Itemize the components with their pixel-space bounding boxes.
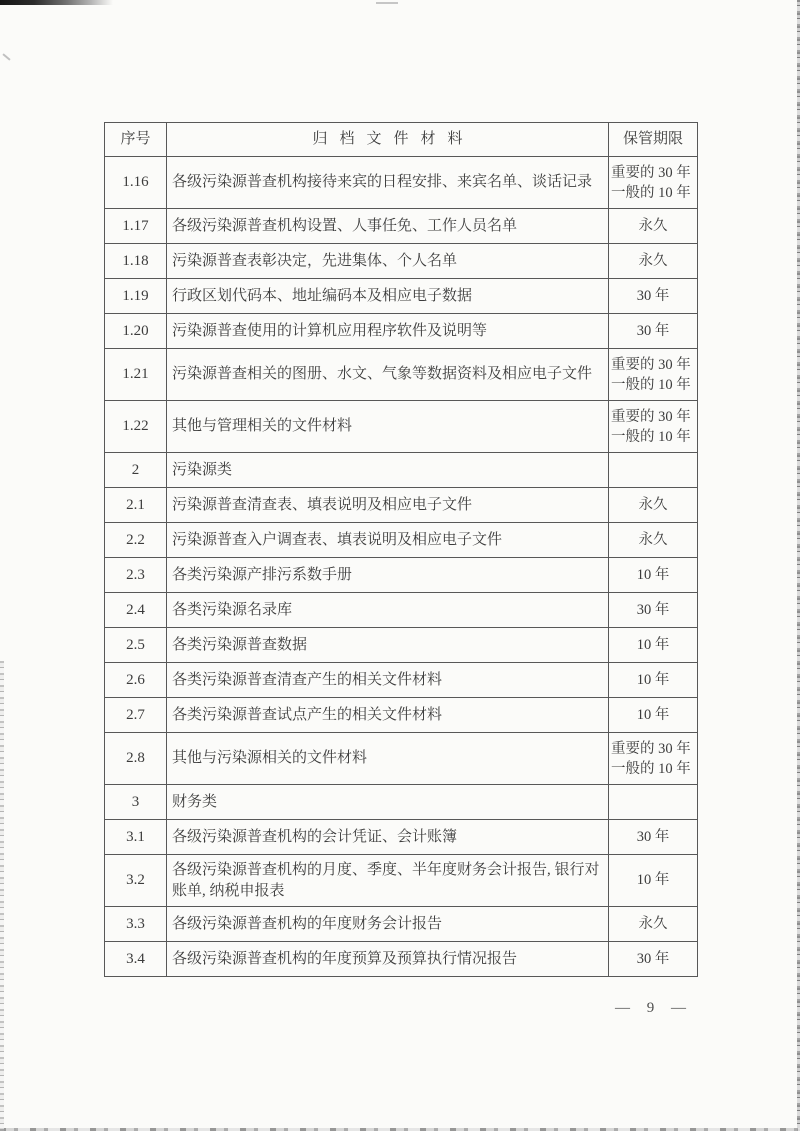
row-material-cell: 各类污染源名录库 [167,593,609,628]
retention-line: 重要的 30 年 [611,408,691,425]
row-serial-number-cell: 1.21 [105,349,167,401]
row-material-cell: 污染源普查相关的图册、水文、气象等数据资料及相应电子文件 [167,349,609,401]
row-retention-cell: 30 年 [609,593,698,628]
row-retention-cell: 永久 [609,244,698,279]
row-retention-cell: 永久 [609,488,698,523]
table-row [105,244,698,279]
row-material-cell: 各级污染源普查机构的年度预算及预算执行情况报告 [167,942,609,977]
row-serial-number-cell: 2 [105,453,167,488]
row-retention-cell: 10 年 [609,558,698,593]
table-row [105,314,698,349]
retention-line: 重要的 30 年 [611,164,691,181]
row-material-cell: 各级污染源普查机构接待来宾的日程安排、来宾名单、谈话记录 [167,157,609,209]
row-material-cell: 各级污染源普查机构的月度、季度、半年度财务会计报告, 银行对账单, 纳税申报表 [167,855,609,907]
scan-speck-top [376,2,398,4]
row-retention-cell [609,401,698,453]
row-retention-cell: 30 年 [609,314,698,349]
retention-line: 一般的 10 年 [611,428,691,445]
table-row [105,401,698,453]
row-retention-cell [609,453,698,488]
row-material-cell: 各类污染源普查清查产生的相关文件材料 [167,663,609,698]
row-serial-number-cell: 2.4 [105,593,167,628]
table-row [105,628,698,663]
row-serial-number-cell: 2.5 [105,628,167,663]
row-serial-number-cell: 3.4 [105,942,167,977]
table-row [105,942,698,977]
column-header-serial-number: 序号 [105,123,167,157]
row-serial-number-cell: 1.17 [105,209,167,244]
row-retention-cell: 永久 [609,523,698,558]
row-serial-number-cell: 2.3 [105,558,167,593]
row-material-cell: 各级污染源普查机构设置、人事任免、工作人员名单 [167,209,609,244]
table-row [105,209,698,244]
table-row [105,488,698,523]
row-serial-number-cell: 1.22 [105,401,167,453]
table-row [105,698,698,733]
row-material-cell: 其他与管理相关的文件材料 [167,401,609,453]
retention-line: 一般的 10 年 [611,760,691,777]
row-material-cell: 各类污染源普查试点产生的相关文件材料 [167,698,609,733]
scan-smudge-top-left [0,0,113,5]
row-retention-cell: 30 年 [609,942,698,977]
row-serial-number-cell: 2.2 [105,523,167,558]
table-row [105,907,698,942]
row-serial-number-cell: 3.3 [105,907,167,942]
row-material-cell: 污染源普查入户调查表、填表说明及相应电子文件 [167,523,609,558]
row-retention-cell: 10 年 [609,663,698,698]
table-row [105,820,698,855]
archive-retention-table [104,122,698,977]
row-material-cell: 污染源类 [167,453,609,488]
row-serial-number-cell: 3.2 [105,855,167,907]
row-retention-cell: 30 年 [609,820,698,855]
row-material-cell: 各类污染源产排污系数手册 [167,558,609,593]
table-row [105,279,698,314]
row-retention-cell [609,785,698,820]
row-retention-cell: 10 年 [609,698,698,733]
scan-noise-left-edge [0,661,4,1131]
row-material-cell: 污染源普查表彰决定，先进集体、个人名单 [167,244,609,279]
row-material-cell: 各级污染源普查机构的会计凭证、会计账簿 [167,820,609,855]
column-header-archived-materials: 归档文件材料 [167,123,609,157]
row-retention-cell: 30 年 [609,279,698,314]
row-retention-cell: 永久 [609,907,698,942]
retention-line: 一般的 10 年 [611,376,691,393]
row-material-cell: 污染源普查使用的计算机应用程序软件及说明等 [167,314,609,349]
row-serial-number-cell: 2.7 [105,698,167,733]
table-section-row [105,785,698,820]
row-serial-number-cell: 3.1 [105,820,167,855]
row-serial-number-cell: 2.6 [105,663,167,698]
table-section-row [105,453,698,488]
table-row [105,733,698,785]
row-serial-number-cell: 1.20 [105,314,167,349]
table-body [105,157,698,977]
row-serial-number-cell: 2.1 [105,488,167,523]
table-row [105,157,698,209]
row-material-cell: 污染源普查清查表、填表说明及相应电子文件 [167,488,609,523]
table-header-row [105,123,698,157]
retention-line: 一般的 10 年 [611,184,691,201]
table-row [105,663,698,698]
row-material-cell: 各类污染源普查数据 [167,628,609,663]
table-row [105,593,698,628]
retention-line: 重要的 30 年 [611,356,691,373]
row-retention-cell [609,157,698,209]
page-number: — 9 — [615,1000,687,1016]
column-header-retention-period: 保管期限 [609,123,698,157]
row-retention-cell: 10 年 [609,628,698,663]
row-serial-number-cell: 3 [105,785,167,820]
row-retention-cell [609,733,698,785]
row-retention-cell: 10 年 [609,855,698,907]
table-row [105,855,698,907]
row-serial-number-cell: 2.8 [105,733,167,785]
retention-line: 重要的 30 年 [611,740,691,757]
table-row [105,349,698,401]
scan-speck-left [2,53,10,60]
row-material-cell: 各级污染源普查机构的年度财务会计报告 [167,907,609,942]
table-row [105,523,698,558]
row-retention-cell [609,349,698,401]
row-material-cell: 行政区划代码本、地址编码本及相应电子数据 [167,279,609,314]
row-material-cell: 其他与污染源相关的文件材料 [167,733,609,785]
row-material-cell: 财务类 [167,785,609,820]
row-retention-cell: 永久 [609,209,698,244]
row-serial-number-cell: 1.18 [105,244,167,279]
row-serial-number-cell: 1.16 [105,157,167,209]
row-serial-number-cell: 1.19 [105,279,167,314]
table-row [105,558,698,593]
